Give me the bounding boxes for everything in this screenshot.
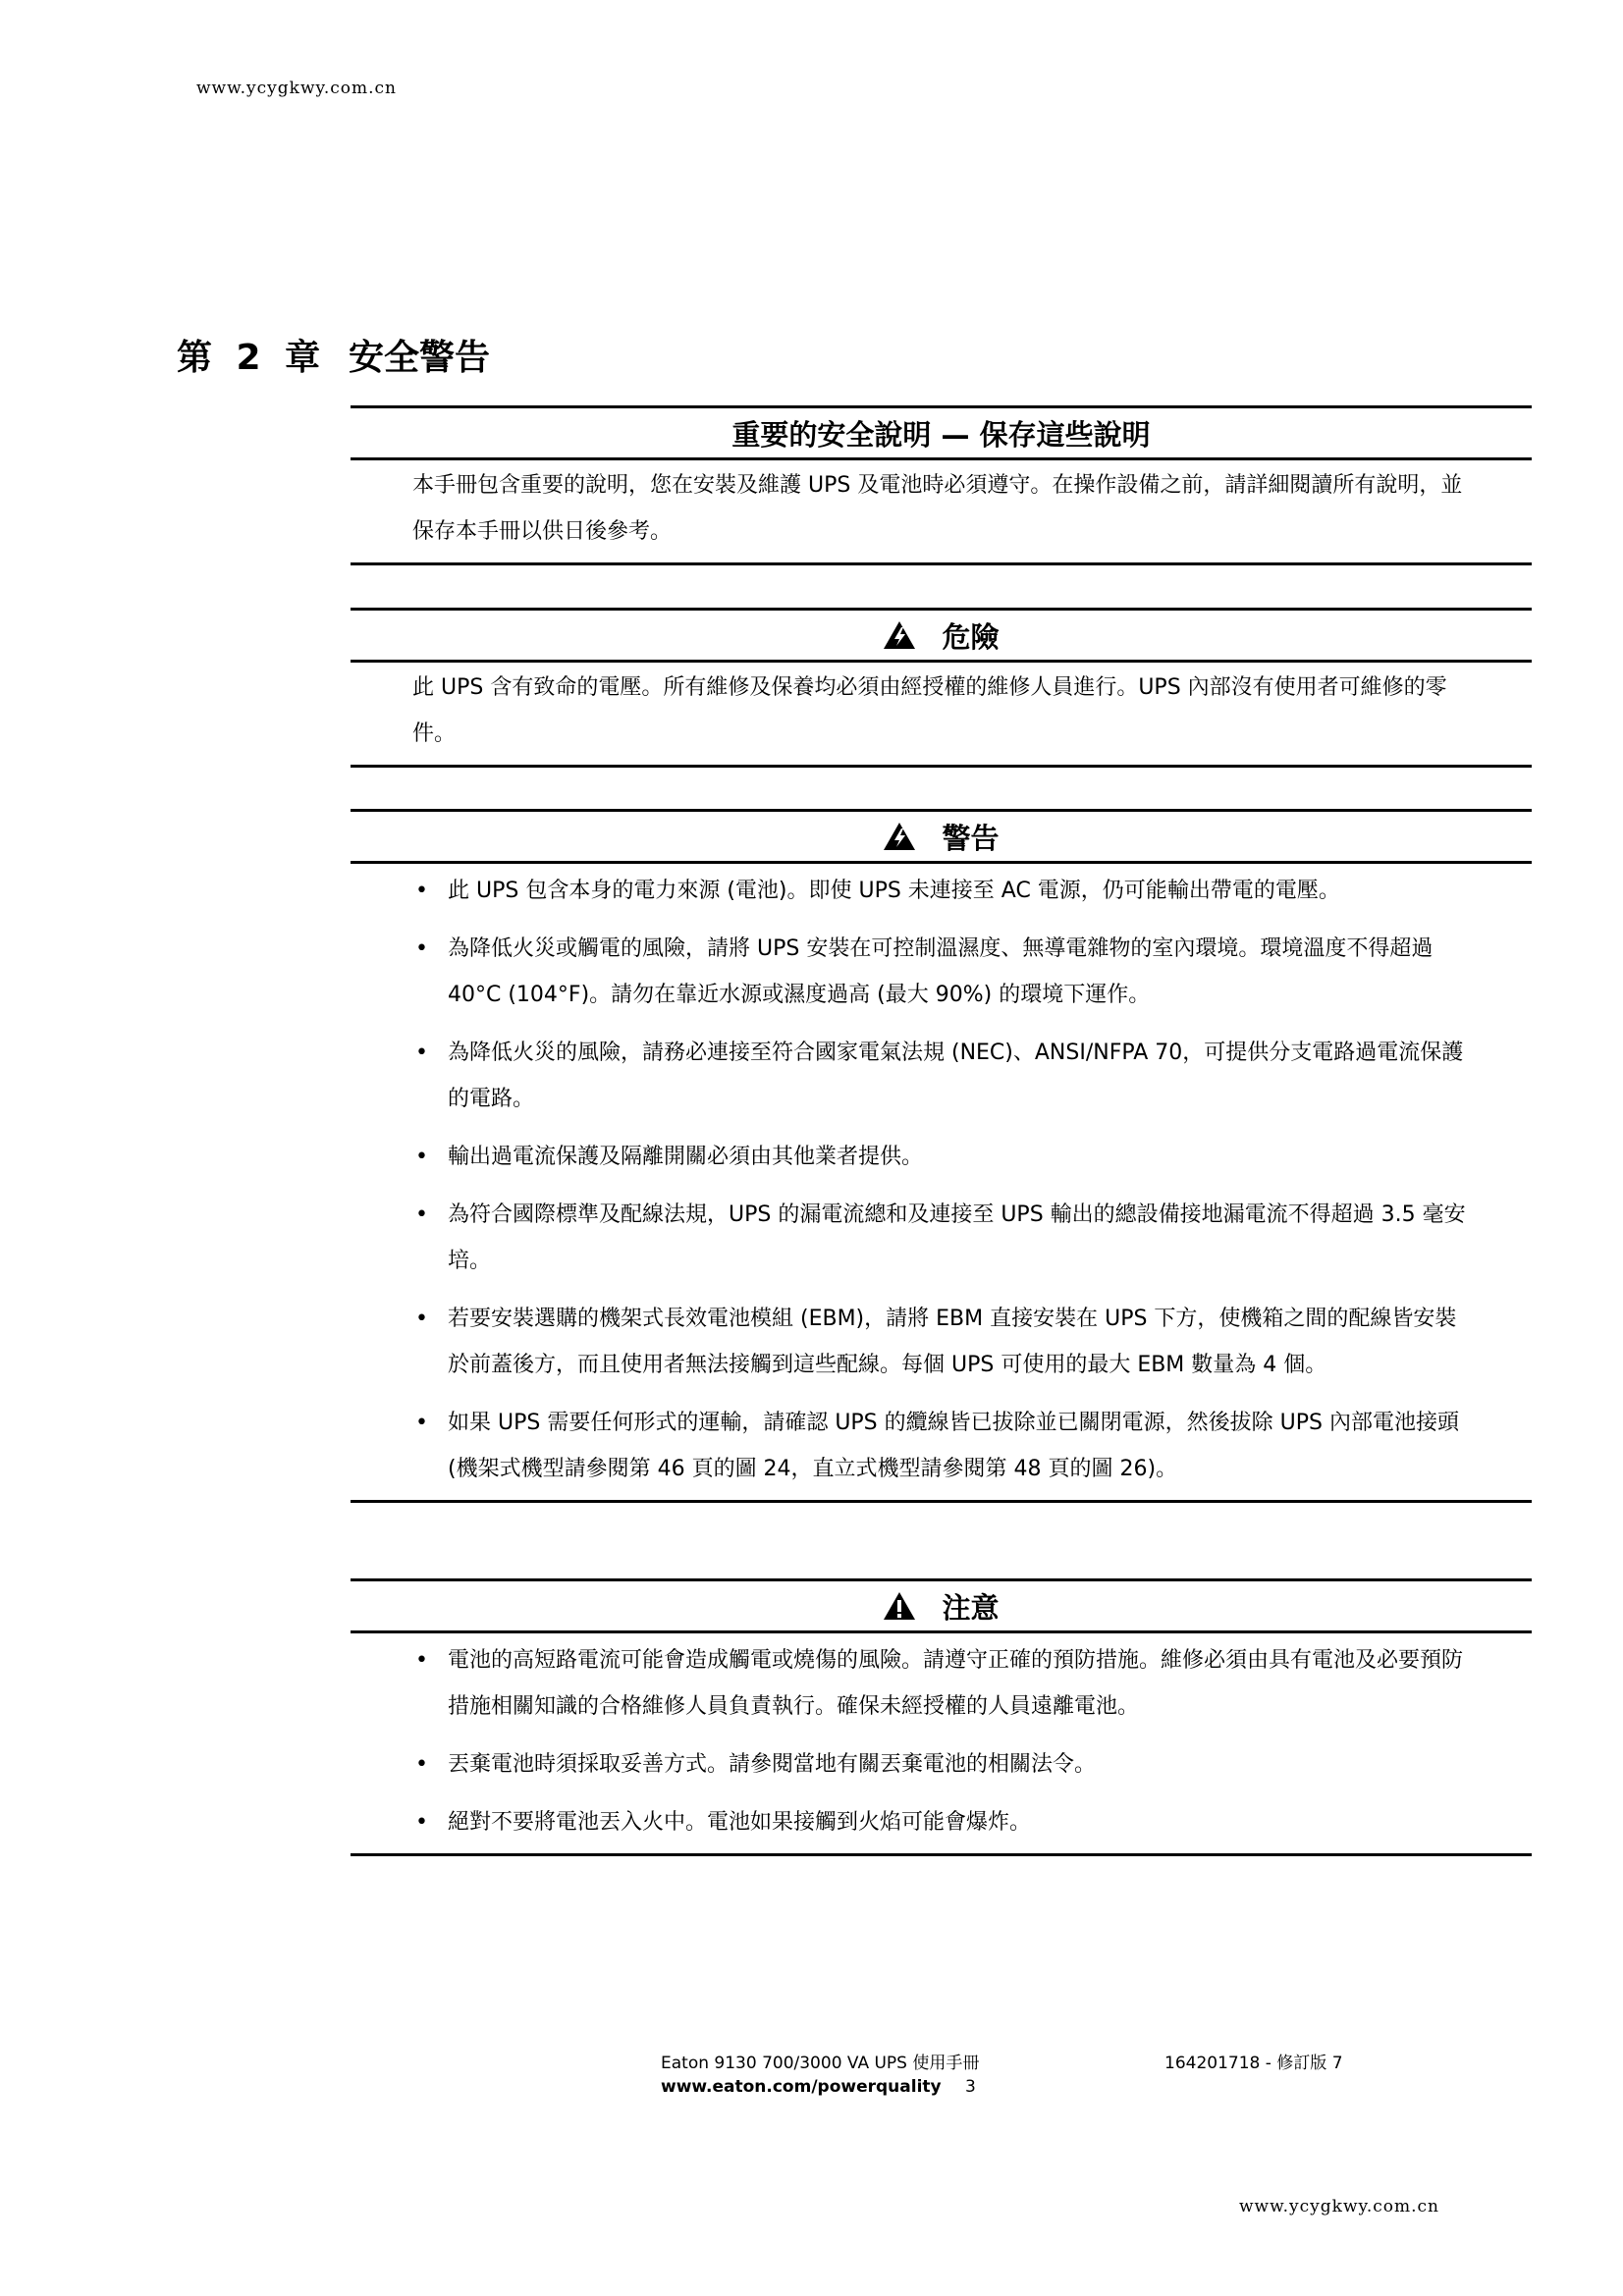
chapter-title: 安全警告 — [349, 338, 491, 378]
list-item: • 為降低火災或觸電的風險，請將 UPS 安裝在可控制溫濕度、無導電雜物的室內環境。環境溫度不得超過 40°C (104°F)。請勿在靠近水源或濕度過高 (最大 90%) 的環境下運作。 — [351, 926, 1532, 1018]
exclamation-triangle-icon — [883, 1591, 916, 1621]
list-item: • 為符合國際標準及配線法規，UPS 的漏電流總和及連接至 UPS 輸出的總設備接地漏電流不得超過 3.5 毫安培。 — [351, 1192, 1532, 1284]
hazard-electric-icon — [883, 620, 916, 650]
bullet-icon: • — [415, 936, 428, 961]
divider — [351, 1853, 1532, 1856]
hazard-electric-icon — [883, 822, 916, 851]
list-item: • 如果 UPS 需要任何形式的運輸，請確認 UPS 的纜線皆已拔除並已關閉電源，然後拔除 UPS 內部電池接頭 (機架式機型請參閱第 46 頁的圖 24，直立式機型請參閱第 48 頁的圖 26)。 — [351, 1400, 1532, 1492]
danger-text: 此 UPS 含有致命的電壓。所有維修及保養均必須由經授權的維修人員進行。UPS 內部沒有使用者可維修的零件。 — [412, 675, 1447, 746]
bullet-icon: • — [415, 1041, 428, 1065]
warning-box — [351, 809, 1532, 1503]
list-item: • 若要安裝選購的機架式長效電池模組 (EBM)，請將 EBM 直接安裝在 UPS 下方，使機箱之間的配線皆安裝於前蓋後方，而且使用者無法接觸到這些配線。每個 UPS 可使用的最大 EBM 數量為 4 個。 — [351, 1296, 1532, 1388]
list-item: • 輸出過電流保護及隔離開關必須由其他業者提供。 — [351, 1134, 1532, 1180]
divider — [351, 765, 1532, 768]
important-heading — [351, 408, 1532, 457]
danger-heading — [351, 611, 1532, 660]
bullet-icon: • — [415, 1145, 428, 1169]
warning-list — [351, 864, 1532, 1500]
warning-heading — [351, 812, 1532, 861]
important-text: 本手冊包含重要的說明，您在安裝及維護 UPS 及電池時必須遵守。在操作設備之前，請詳細閱讀所有說明，並保存本手冊以供日後參考。 — [412, 473, 1463, 544]
manual-title: Eaton 9130 700/3000 VA UPS 使用手冊 — [661, 2054, 980, 2073]
chapter-number: 第 2 章 — [177, 338, 321, 378]
watermark-url-bottom: www.ycygkwy.com.cn — [1239, 2197, 1440, 2216]
divider — [351, 1500, 1532, 1503]
caution-box — [351, 1578, 1532, 1856]
bullet-icon: • — [415, 1307, 428, 1331]
bullet-icon: • — [415, 1411, 428, 1435]
important-title: 重要的安全說明 — 保存這些說明 — [731, 417, 1151, 452]
list-item: • 電池的高短路電流可能會造成觸電或燒傷的風險。請遵守正確的預防措施。維修必須由具有電池及必要預防措施相關知識的合格維修人員負責執行。確保未經授權的人員遠離電池。 — [351, 1637, 1532, 1730]
caution-heading — [351, 1581, 1532, 1630]
list-item: • 為降低火災的風險，請務必連接至符合國家電氣法規 (NEC)、ANSI/NFPA 70，可提供分支電路過電流保護的電路。 — [351, 1030, 1532, 1122]
chapter-heading — [177, 330, 490, 380]
danger-title: 危險 — [942, 619, 1000, 654]
page-number: 3 — [965, 2077, 976, 2097]
bullet-icon: • — [415, 1202, 428, 1227]
important-instructions-box — [351, 405, 1532, 565]
danger-box — [351, 608, 1532, 768]
caution-title: 注意 — [942, 1590, 1000, 1625]
bullet-icon: • — [415, 879, 428, 903]
divider — [351, 562, 1532, 565]
list-item: • 此 UPS 包含本身的電力來源 (電池)。即使 UPS 未連接至 AC 電源，仍可能輸出帶電的電壓。 — [351, 868, 1532, 914]
warning-title: 警告 — [942, 821, 1000, 855]
watermark-url-top: www.ycygkwy.com.cn — [196, 79, 398, 98]
bullet-icon: • — [415, 1752, 428, 1777]
bullet-icon: • — [415, 1810, 428, 1835]
doc-number: 164201718 - 修訂版 7 — [1164, 2054, 1343, 2073]
list-item: • 丟棄電池時須採取妥善方式。請參閱當地有關丟棄電池的相關法令。 — [351, 1741, 1532, 1788]
caution-list — [351, 1633, 1532, 1853]
list-item: • 絕對不要將電池丟入火中。電池如果接觸到火焰可能會爆炸。 — [351, 1799, 1532, 1845]
bullet-icon: • — [415, 1648, 428, 1673]
footer-url-link[interactable]: www.eaton.com/powerquality — [661, 2077, 942, 2097]
page-footer — [661, 2052, 1368, 2099]
